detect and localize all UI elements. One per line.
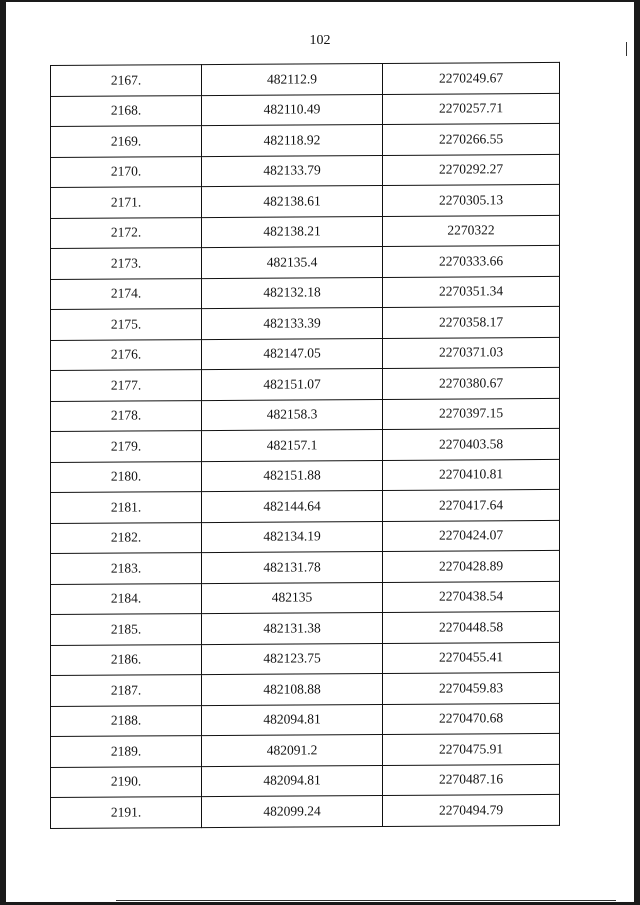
row-number-cell: 2184. — [51, 583, 202, 614]
y-coordinate-cell: 2270249.67 — [383, 62, 560, 94]
row-number-cell: 2189. — [51, 736, 202, 767]
y-coordinate-cell: 2270475.91 — [383, 733, 560, 765]
x-coordinate-cell: 482094.81 — [202, 704, 383, 736]
y-coordinate-cell: 2270424.07 — [383, 520, 560, 552]
table-row — [51, 337, 560, 371]
table-row — [51, 642, 560, 676]
row-number-cell: 2181. — [51, 492, 202, 523]
row-number-cell: 2186. — [51, 644, 202, 675]
x-coordinate-cell: 482138.21 — [202, 216, 383, 248]
row-number-cell: 2191. — [51, 797, 202, 828]
x-coordinate-cell: 482133.79 — [202, 155, 383, 187]
y-coordinate-cell: 2270292.27 — [383, 154, 560, 186]
y-coordinate-cell: 2270257.71 — [383, 93, 560, 125]
row-number-cell: 2182. — [51, 522, 202, 553]
table-row — [51, 184, 560, 218]
y-coordinate-cell: 2270410.81 — [383, 459, 560, 491]
table-row — [51, 428, 560, 462]
table-row — [51, 489, 560, 523]
row-number-cell: 2170. — [51, 156, 202, 187]
row-number-cell: 2180. — [51, 461, 202, 492]
table-row — [51, 794, 560, 828]
y-coordinate-cell: 2270459.83 — [383, 672, 560, 704]
table-row — [51, 215, 560, 249]
table-row — [51, 764, 560, 798]
x-coordinate-cell: 482138.61 — [202, 185, 383, 217]
y-coordinate-cell: 2270358.17 — [383, 306, 560, 338]
row-number-cell: 2178. — [51, 400, 202, 431]
table-row — [51, 733, 560, 767]
table-row — [51, 245, 560, 279]
coordinate-table — [50, 62, 560, 829]
row-number-cell: 2175. — [51, 309, 202, 340]
table-row — [51, 520, 560, 554]
x-coordinate-cell: 482123.75 — [202, 643, 383, 675]
x-coordinate-cell: 482147.05 — [202, 338, 383, 370]
y-coordinate-cell: 2270403.58 — [383, 428, 560, 460]
page-number: 102 — [309, 33, 331, 48]
row-number-cell: 2177. — [51, 370, 202, 401]
x-coordinate-cell: 482131.78 — [202, 551, 383, 583]
x-coordinate-cell: 482158.3 — [202, 399, 383, 431]
y-coordinate-cell: 2270333.66 — [383, 245, 560, 277]
row-number-cell: 2179. — [51, 431, 202, 462]
row-number-cell: 2183. — [51, 553, 202, 584]
y-coordinate-cell: 2270417.64 — [383, 489, 560, 521]
row-number-cell: 2172. — [51, 217, 202, 248]
row-number-cell: 2174. — [51, 278, 202, 309]
table-row — [51, 154, 560, 188]
y-coordinate-cell: 2270266.55 — [383, 123, 560, 155]
y-coordinate-cell: 2270494.79 — [383, 794, 560, 826]
y-coordinate-cell: 2270322 — [383, 215, 560, 247]
table-row — [51, 306, 560, 340]
row-number-cell: 2173. — [51, 248, 202, 279]
row-number-cell: 2185. — [51, 614, 202, 645]
x-coordinate-cell: 482134.19 — [202, 521, 383, 553]
x-coordinate-cell: 482094.81 — [202, 765, 383, 797]
x-coordinate-cell: 482091.2 — [202, 734, 383, 766]
row-number-cell: 2171. — [51, 187, 202, 218]
row-number-cell: 2168. — [51, 95, 202, 126]
x-coordinate-cell: 482110.49 — [202, 94, 383, 126]
y-coordinate-cell: 2270455.41 — [383, 642, 560, 674]
row-number-cell: 2190. — [51, 766, 202, 797]
table-row — [51, 93, 560, 127]
x-coordinate-cell: 482132.18 — [202, 277, 383, 309]
table-row — [51, 672, 560, 706]
x-coordinate-cell: 482144.64 — [202, 490, 383, 522]
y-coordinate-cell: 2270305.13 — [383, 184, 560, 216]
table-row — [51, 459, 560, 493]
y-coordinate-cell: 2270448.58 — [383, 611, 560, 643]
document-page — [6, 2, 634, 902]
y-coordinate-cell: 2270380.67 — [383, 367, 560, 399]
table-row — [51, 398, 560, 432]
table-row — [51, 367, 560, 401]
table-row — [51, 62, 560, 96]
x-coordinate-cell: 482108.88 — [202, 673, 383, 705]
x-coordinate-cell: 482157.1 — [202, 429, 383, 461]
y-coordinate-cell: 2270438.54 — [383, 581, 560, 613]
x-coordinate-cell: 482133.39 — [202, 307, 383, 339]
y-coordinate-cell: 2270351.34 — [383, 276, 560, 308]
x-coordinate-cell: 482131.38 — [202, 612, 383, 644]
x-coordinate-cell: 482151.07 — [202, 368, 383, 400]
table-row — [51, 611, 560, 645]
row-number-cell: 2188. — [51, 705, 202, 736]
x-coordinate-cell: 482118.92 — [202, 124, 383, 156]
y-coordinate-cell: 2270487.16 — [383, 764, 560, 796]
table-row — [51, 703, 560, 737]
x-coordinate-cell: 482151.88 — [202, 460, 383, 492]
x-coordinate-cell: 482099.24 — [202, 795, 383, 827]
y-coordinate-cell: 2270371.03 — [383, 337, 560, 369]
coordinate-table-body — [51, 62, 560, 828]
y-coordinate-cell: 2270397.15 — [383, 398, 560, 430]
scan-edge-mark — [626, 42, 627, 56]
table-row — [51, 550, 560, 584]
x-coordinate-cell: 482135 — [202, 582, 383, 614]
row-number-cell: 2187. — [51, 675, 202, 706]
row-number-cell: 2176. — [51, 339, 202, 370]
y-coordinate-cell: 2270470.68 — [383, 703, 560, 735]
table-row — [51, 276, 560, 310]
row-number-cell: 2167. — [51, 65, 202, 96]
x-coordinate-cell: 482135.4 — [202, 246, 383, 278]
x-coordinate-cell: 482112.9 — [202, 63, 383, 95]
y-coordinate-cell: 2270428.89 — [383, 550, 560, 582]
row-number-cell: 2169. — [51, 126, 202, 157]
scan-edge-mark — [116, 900, 616, 901]
table-row — [51, 581, 560, 615]
table-row — [51, 123, 560, 157]
